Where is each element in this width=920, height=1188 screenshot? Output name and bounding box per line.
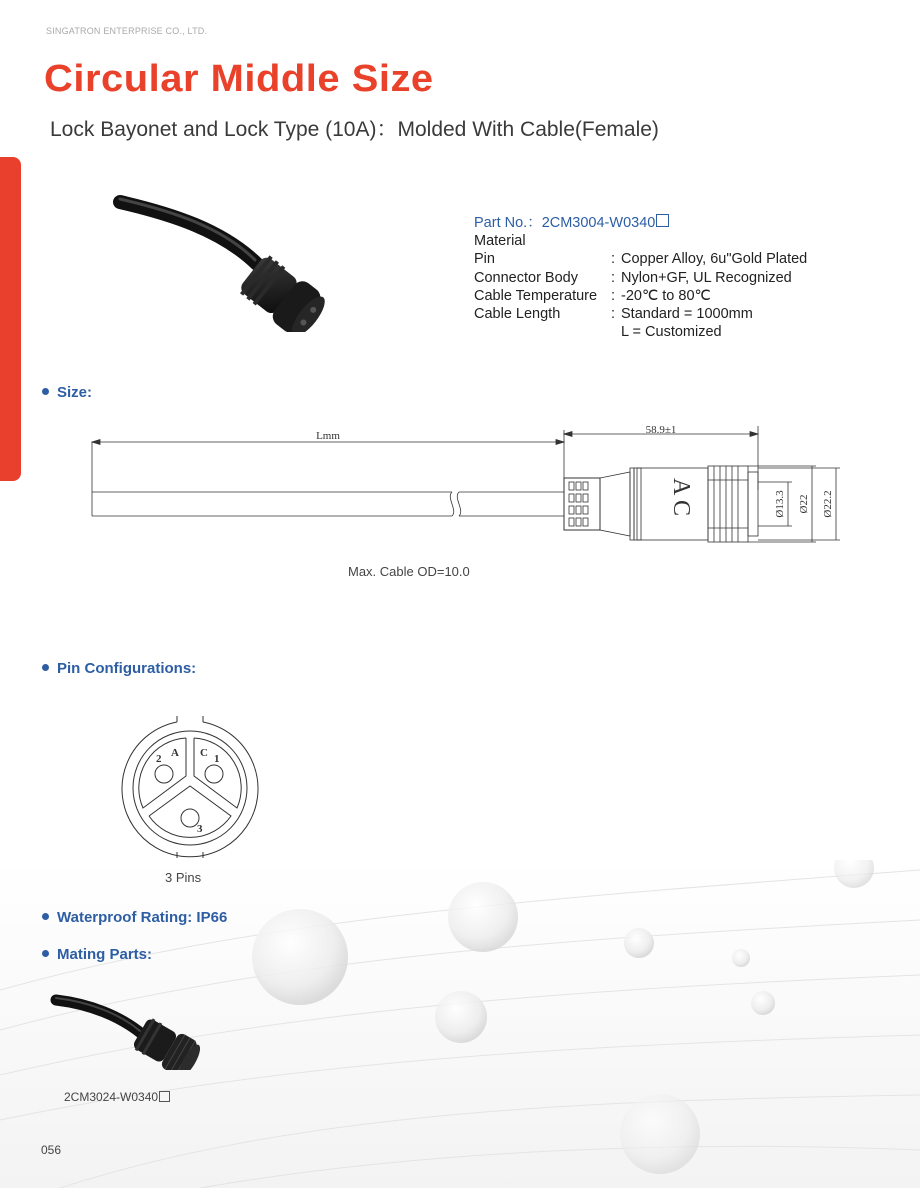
diameter-22: Ø22 bbox=[798, 494, 810, 514]
dimension-drawing bbox=[84, 420, 854, 552]
length-label: Lmm bbox=[316, 430, 340, 442]
pin-key-a: A bbox=[171, 747, 179, 759]
page-title: Circular Middle Size bbox=[44, 58, 434, 100]
page-number: 056 bbox=[41, 1143, 62, 1157]
mating-part-photo bbox=[50, 990, 200, 1070]
pin-label-2: 2 bbox=[156, 753, 162, 765]
diameter-13-3: Ø13.3 bbox=[774, 490, 786, 518]
material-label: Material bbox=[474, 233, 526, 250]
spec-row: Cable Temperature : -20℃ to 80℃ bbox=[474, 287, 711, 304]
pin-label-1: 1 bbox=[214, 753, 220, 765]
bubble-decoration bbox=[252, 909, 348, 1005]
pin-key-c: C bbox=[200, 747, 208, 759]
spec-row: L = Customized bbox=[621, 324, 722, 341]
mating-part-number: 2CM3024-W0340 bbox=[64, 1090, 170, 1104]
cable-od-caption: Max. Cable OD=10.0 bbox=[348, 564, 470, 579]
diameter-22-2: Ø22.2 bbox=[822, 490, 834, 518]
variant-box-icon bbox=[159, 1091, 170, 1102]
spec-row: Connector Body : Nylon+GF, UL Recognized bbox=[474, 269, 792, 286]
company-name: SINGATRON ENTERPRISE CO., LTD. bbox=[46, 26, 208, 36]
product-photo bbox=[112, 192, 327, 332]
section-mating-parts: Mating Parts: bbox=[42, 946, 152, 963]
pin-label-3: 3 bbox=[197, 823, 203, 835]
section-pin-configurations: Pin Configurations: bbox=[42, 660, 196, 677]
spec-row: Cable Length : Standard = 1000mm bbox=[474, 306, 753, 323]
side-tab bbox=[0, 157, 21, 481]
variant-box-icon bbox=[656, 214, 669, 227]
bullet-icon bbox=[42, 950, 49, 957]
page-subtitle: Lock Bayonet and Lock Type (10A)：Molded With Cable(Female) bbox=[50, 118, 659, 141]
pin-count-caption: 3 Pins bbox=[165, 870, 202, 885]
spec-list bbox=[474, 214, 807, 341]
part-number: Part No. ： 2CM3004-W0340 bbox=[474, 214, 807, 232]
bullet-icon bbox=[42, 388, 49, 395]
section-size: Size: bbox=[42, 384, 92, 401]
head-length-label: 58.9±1 bbox=[645, 424, 677, 436]
section-waterproof-rating: Waterproof Rating: IP66 bbox=[42, 909, 227, 926]
pin-layout-diagram bbox=[113, 716, 263, 862]
spec-row: Pin : Copper Alloy, 6u"Gold Plated bbox=[474, 251, 808, 268]
bullet-icon bbox=[42, 664, 49, 671]
bullet-icon bbox=[42, 913, 49, 920]
face-marking: A C bbox=[668, 478, 694, 517]
